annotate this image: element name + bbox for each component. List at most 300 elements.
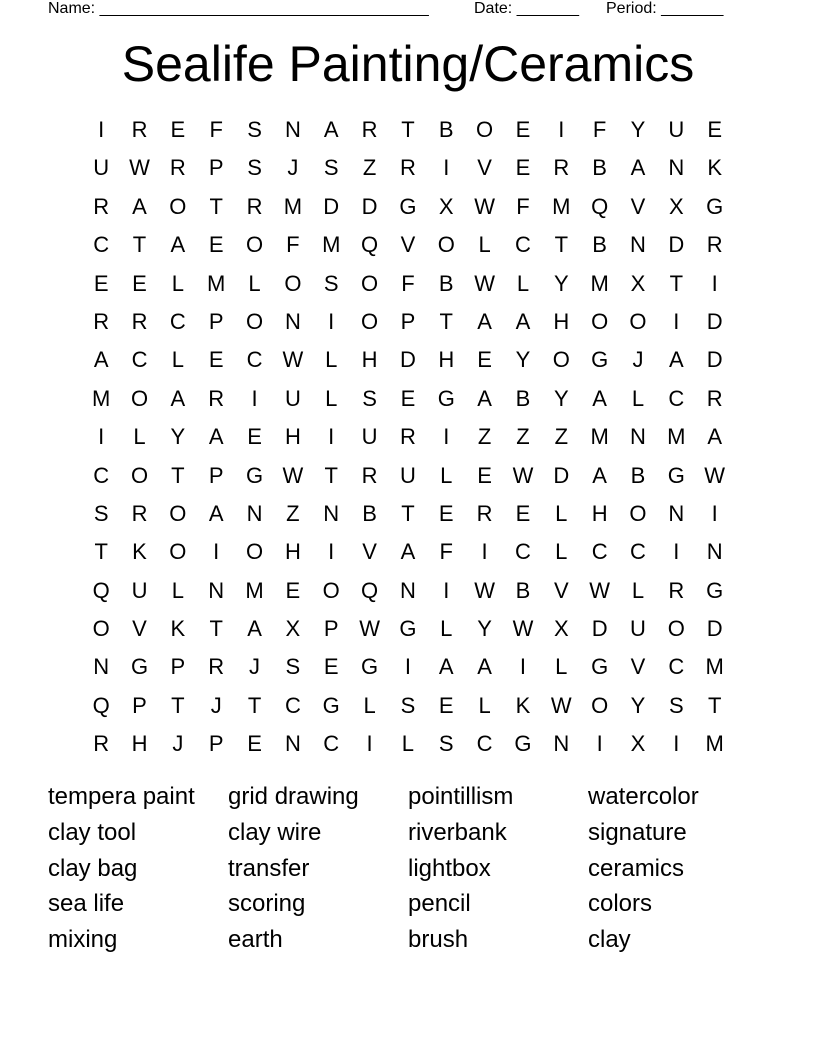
grid-letter[interactable]: M bbox=[667, 424, 686, 450]
name-field[interactable]: Name: _____________________________________ bbox=[48, 0, 429, 17]
grid-letter[interactable]: O bbox=[245, 232, 264, 258]
grid-letter[interactable]: V bbox=[477, 155, 492, 181]
grid-letter[interactable]: G bbox=[514, 731, 532, 757]
grid-letter[interactable]: C bbox=[284, 692, 301, 718]
grid-letter[interactable]: I bbox=[328, 308, 335, 334]
grid-letter[interactable]: V bbox=[553, 577, 569, 603]
grid-letter[interactable]: R bbox=[706, 232, 723, 258]
grid-letter[interactable]: R bbox=[706, 385, 723, 411]
grid-letter[interactable]: I bbox=[596, 731, 603, 757]
grid-letter[interactable]: N bbox=[553, 731, 570, 757]
grid-letter[interactable]: H bbox=[284, 424, 301, 450]
grid-letter[interactable]: B bbox=[515, 577, 531, 603]
grid-letter[interactable]: G bbox=[706, 193, 724, 219]
grid-letter[interactable]: P bbox=[170, 654, 186, 680]
grid-letter[interactable]: O bbox=[169, 193, 187, 219]
grid-letter[interactable]: O bbox=[552, 347, 570, 373]
grid-letter[interactable]: D bbox=[706, 347, 723, 373]
grid-letter[interactable]: X bbox=[553, 616, 569, 642]
grid-letter[interactable]: N bbox=[284, 308, 301, 334]
grid-letter[interactable]: B bbox=[515, 385, 531, 411]
grid-letter[interactable]: G bbox=[437, 385, 455, 411]
grid-letter[interactable]: R bbox=[361, 117, 378, 142]
grid-letter[interactable]: A bbox=[170, 232, 186, 258]
grid-letter[interactable]: Q bbox=[92, 692, 110, 718]
grid-letter[interactable]: B bbox=[630, 462, 646, 488]
grid-letter[interactable]: J bbox=[210, 692, 222, 718]
grid-letter[interactable]: W bbox=[129, 155, 150, 181]
grid-letter[interactable]: I bbox=[443, 155, 450, 181]
grid-letter[interactable]: T bbox=[401, 117, 415, 142]
grid-letter[interactable]: M bbox=[207, 270, 226, 296]
grid-letter[interactable]: R bbox=[131, 308, 148, 334]
grid-letter[interactable]: L bbox=[363, 692, 376, 718]
grid-letter[interactable]: J bbox=[287, 155, 299, 181]
grid-letter[interactable]: O bbox=[591, 692, 609, 718]
grid-letter[interactable]: I bbox=[328, 424, 335, 450]
grid-letter[interactable]: P bbox=[132, 692, 147, 718]
grid-letter[interactable]: I bbox=[558, 117, 565, 142]
grid-letter[interactable]: C bbox=[515, 539, 531, 565]
grid-letter[interactable]: Z bbox=[286, 500, 300, 526]
grid-letter[interactable]: J bbox=[249, 654, 261, 680]
grid-letter[interactable]: C bbox=[668, 385, 685, 411]
grid-letter[interactable]: T bbox=[669, 270, 684, 296]
grid-letter[interactable]: A bbox=[477, 654, 492, 680]
grid-letter[interactable]: G bbox=[361, 654, 379, 680]
grid-letter[interactable]: M bbox=[705, 731, 724, 757]
grid-letter[interactable]: G bbox=[399, 193, 417, 219]
grid-letter[interactable]: N bbox=[323, 500, 340, 526]
grid-letter[interactable]: L bbox=[555, 654, 568, 680]
grid-row bbox=[82, 648, 734, 686]
grid-letter[interactable]: L bbox=[133, 424, 146, 450]
grid-letter[interactable]: T bbox=[209, 193, 223, 219]
grid-letter[interactable]: Z bbox=[362, 155, 377, 181]
grid-letter[interactable]: E bbox=[323, 654, 339, 680]
grid-letter[interactable]: E bbox=[438, 500, 454, 526]
grid-letter[interactable]: M bbox=[92, 385, 111, 411]
grid-letter[interactable]: Y bbox=[553, 385, 569, 411]
word-column bbox=[408, 779, 588, 958]
grid-letter[interactable]: U bbox=[361, 424, 378, 450]
grid-letter[interactable]: S bbox=[247, 117, 262, 142]
grid-letter[interactable]: H bbox=[591, 500, 608, 526]
grid-letter[interactable]: O bbox=[476, 117, 494, 142]
grid-letter[interactable]: I bbox=[443, 424, 450, 450]
grid-letter[interactable]: C bbox=[131, 347, 148, 373]
grid-letter[interactable]: L bbox=[478, 232, 491, 258]
grid-letter[interactable]: T bbox=[324, 462, 338, 488]
grid-letter[interactable]: L bbox=[325, 347, 338, 373]
grid-letter[interactable]: P bbox=[323, 616, 339, 642]
grid-letter[interactable]: I bbox=[443, 577, 450, 603]
grid-letter[interactable]: L bbox=[248, 270, 261, 296]
grid-letter[interactable]: C bbox=[630, 539, 646, 565]
grid-letter[interactable]: Y bbox=[553, 270, 569, 296]
grid-letter[interactable]: K bbox=[515, 692, 531, 718]
grid-letter[interactable]: E bbox=[515, 155, 531, 181]
grid-letter[interactable]: S bbox=[247, 155, 262, 181]
grid-letter[interactable]: G bbox=[667, 462, 685, 488]
grid-letter[interactable]: A bbox=[323, 117, 339, 142]
grid-letter[interactable]: E bbox=[93, 270, 109, 296]
grid-letter[interactable]: L bbox=[440, 462, 453, 488]
grid-letter[interactable]: V bbox=[362, 539, 377, 565]
date-field[interactable]: Date: _______ bbox=[474, 0, 579, 17]
grid-letter[interactable]: C bbox=[169, 308, 186, 334]
grid-letter[interactable]: V bbox=[132, 616, 147, 642]
grid-letter[interactable]: E bbox=[208, 347, 224, 373]
grid-letter[interactable]: U bbox=[630, 616, 646, 642]
grid-letter[interactable]: B bbox=[592, 232, 607, 258]
grid-letter[interactable]: R bbox=[399, 424, 416, 450]
grid-letter[interactable]: R bbox=[131, 117, 148, 142]
grid-letter[interactable]: F bbox=[592, 117, 607, 142]
grid-letter[interactable]: D bbox=[361, 193, 378, 219]
grid-letter[interactable]: D bbox=[399, 347, 416, 373]
grid-letter[interactable]: E bbox=[477, 462, 492, 488]
grid-letter[interactable]: L bbox=[516, 270, 530, 296]
grid-letter[interactable]: O bbox=[169, 539, 187, 565]
grid-letter[interactable]: P bbox=[400, 308, 416, 334]
grid-letter[interactable]: E bbox=[285, 577, 301, 603]
grid-letter[interactable]: R bbox=[246, 193, 263, 219]
grid-letter[interactable]: S bbox=[362, 385, 377, 411]
grid-letter[interactable]: W bbox=[704, 462, 726, 488]
grid-letter[interactable]: E bbox=[438, 692, 454, 718]
grid-row bbox=[82, 226, 734, 264]
grid-letter[interactable]: L bbox=[440, 616, 453, 642]
grid-letter[interactable]: C bbox=[591, 539, 608, 565]
grid-letter[interactable]: W bbox=[474, 270, 495, 296]
grid-letter[interactable]: L bbox=[171, 347, 184, 373]
grid-letter[interactable]: T bbox=[401, 500, 415, 526]
grid-letter[interactable]: O bbox=[92, 616, 110, 642]
grid-letter[interactable]: O bbox=[245, 539, 264, 565]
grid-letter[interactable]: I bbox=[98, 117, 105, 142]
grid-letter[interactable]: F bbox=[401, 270, 415, 296]
grid-letter[interactable]: Y bbox=[477, 616, 492, 642]
grid-letter[interactable]: X bbox=[630, 731, 646, 757]
grid-letter[interactable]: F bbox=[286, 232, 300, 258]
grid-letter[interactable]: E bbox=[247, 424, 262, 450]
grid-letter[interactable]: D bbox=[591, 616, 608, 642]
grid-letter[interactable]: W bbox=[512, 616, 534, 642]
grid-letter[interactable]: R bbox=[93, 193, 110, 219]
grid-letter[interactable]: G bbox=[245, 462, 264, 488]
grid-letter[interactable]: M bbox=[590, 424, 609, 450]
grid-letter[interactable]: L bbox=[171, 270, 184, 296]
grid-letter[interactable]: R bbox=[668, 577, 685, 603]
grid-letter[interactable]: T bbox=[247, 692, 262, 718]
grid-letter[interactable]: Y bbox=[515, 347, 531, 373]
grid-letter[interactable]: S bbox=[323, 270, 339, 296]
grid-letter[interactable]: I bbox=[673, 539, 680, 565]
grid-letter[interactable]: A bbox=[592, 462, 607, 488]
grid-letter[interactable]: I bbox=[366, 731, 373, 757]
grid-letter[interactable]: G bbox=[322, 692, 340, 718]
grid-letter[interactable]: T bbox=[171, 462, 185, 488]
grid-letter[interactable]: A bbox=[170, 385, 186, 411]
grid-letter[interactable]: R bbox=[93, 308, 110, 334]
grid-letter[interactable]: I bbox=[251, 385, 258, 411]
grid-letter[interactable]: W bbox=[474, 577, 495, 603]
grid-letter[interactable]: N bbox=[284, 117, 301, 142]
grid-letter[interactable]: C bbox=[323, 731, 340, 757]
grid-letter[interactable]: W bbox=[512, 462, 534, 488]
grid-letter[interactable]: H bbox=[553, 308, 570, 334]
grid-letter[interactable]: A bbox=[400, 539, 416, 565]
grid-letter[interactable]: D bbox=[323, 193, 340, 219]
grid-letter[interactable]: Q bbox=[591, 193, 609, 219]
grid-letter[interactable]: H bbox=[438, 347, 455, 373]
grid-letter[interactable]: U bbox=[284, 385, 301, 411]
grid-letter[interactable]: O bbox=[361, 308, 379, 334]
grid-letter[interactable]: A bbox=[132, 193, 147, 219]
grid-letter[interactable]: O bbox=[437, 232, 455, 258]
grid-letter[interactable]: A bbox=[438, 654, 454, 680]
grid-letter[interactable]: T bbox=[554, 232, 569, 258]
grid-letter[interactable]: U bbox=[399, 462, 416, 488]
grid-letter[interactable]: E bbox=[400, 385, 416, 411]
grid-letter[interactable]: G bbox=[591, 347, 609, 373]
grid-letter[interactable]: E bbox=[208, 232, 224, 258]
grid-letter[interactable]: Z bbox=[516, 424, 530, 450]
grid-letter[interactable]: U bbox=[93, 155, 110, 181]
grid-letter[interactable]: S bbox=[285, 654, 301, 680]
grid-letter[interactable]: I bbox=[519, 654, 527, 680]
grid-letter[interactable]: E bbox=[132, 270, 147, 296]
grid-letter[interactable]: A bbox=[707, 424, 723, 450]
grid-letter[interactable]: O bbox=[169, 500, 187, 526]
grid-letter[interactable]: A bbox=[93, 347, 109, 373]
grid-letter[interactable]: R bbox=[169, 155, 186, 181]
grid-letter[interactable]: N bbox=[668, 155, 685, 181]
word-list-item: sea life bbox=[48, 890, 125, 918]
grid-letter[interactable]: O bbox=[667, 616, 685, 642]
grid-letter[interactable]: C bbox=[93, 462, 110, 488]
grid-letter[interactable]: H bbox=[284, 539, 301, 565]
grid-letter[interactable]: P bbox=[208, 731, 224, 757]
grid-letter[interactable]: U bbox=[131, 577, 148, 603]
grid-letter[interactable]: I bbox=[673, 308, 680, 334]
grid-letter[interactable]: H bbox=[131, 731, 148, 757]
grid-letter[interactable]: E bbox=[477, 347, 492, 373]
grid-letter[interactable]: R bbox=[553, 155, 570, 181]
grid-letter[interactable]: J bbox=[172, 731, 184, 757]
grid-letter[interactable]: F bbox=[439, 539, 453, 565]
grid-letter[interactable]: Q bbox=[361, 232, 379, 258]
word-list-item: tempera paint bbox=[48, 783, 195, 810]
grid-letter[interactable]: G bbox=[591, 654, 609, 680]
grid-letter[interactable]: C bbox=[246, 347, 263, 373]
grid-letter[interactable]: P bbox=[208, 462, 224, 488]
grid-letter[interactable]: A bbox=[515, 308, 531, 334]
grid-letter[interactable]: L bbox=[631, 577, 645, 603]
grid-letter[interactable]: L bbox=[555, 500, 568, 526]
grid-letter[interactable]: A bbox=[592, 385, 607, 411]
grid-letter[interactable]: C bbox=[668, 654, 685, 680]
grid-letter[interactable]: V bbox=[630, 193, 646, 219]
grid-letter[interactable]: V bbox=[400, 232, 416, 258]
grid-letter[interactable]: B bbox=[362, 500, 377, 526]
grid-letter[interactable]: T bbox=[171, 692, 185, 718]
grid-letter[interactable]: B bbox=[438, 270, 454, 296]
grid-letter[interactable]: T bbox=[439, 308, 453, 334]
grid-letter[interactable]: I bbox=[711, 500, 718, 526]
grid-letter[interactable]: S bbox=[93, 500, 109, 526]
grid-letter[interactable]: C bbox=[515, 232, 531, 258]
grid-letter[interactable]: Y bbox=[630, 117, 646, 142]
grid-letter[interactable]: M bbox=[705, 654, 724, 680]
grid-letter[interactable]: E bbox=[170, 117, 186, 142]
grid-letter[interactable]: L bbox=[478, 692, 491, 718]
grid-letter[interactable]: A bbox=[208, 424, 224, 450]
grid-letter[interactable]: M bbox=[590, 270, 609, 296]
grid-letter[interactable]: A bbox=[630, 155, 646, 181]
grid-letter[interactable]: G bbox=[706, 577, 724, 603]
grid-letter[interactable]: I bbox=[98, 424, 105, 450]
grid-letter[interactable]: W bbox=[359, 616, 380, 642]
grid-letter[interactable]: T bbox=[209, 616, 223, 642]
grid-letter[interactable]: D bbox=[706, 308, 723, 334]
grid-letter[interactable]: O bbox=[130, 385, 149, 411]
grid-letter[interactable]: W bbox=[589, 577, 611, 603]
grid-letter[interactable]: K bbox=[132, 539, 147, 565]
page-title: Sealife Painting/Ceramics bbox=[121, 36, 695, 92]
grid-letter[interactable]: G bbox=[130, 654, 149, 680]
grid-letter[interactable]: L bbox=[171, 577, 184, 603]
grid-letter[interactable]: O bbox=[284, 270, 302, 296]
grid-letter[interactable]: I bbox=[673, 731, 680, 757]
grid-letter[interactable]: R bbox=[399, 155, 416, 181]
grid-letter[interactable]: W bbox=[550, 692, 572, 718]
grid-letter[interactable]: N bbox=[706, 539, 723, 565]
grid-letter[interactable]: X bbox=[438, 193, 454, 219]
grid-letter[interactable]: O bbox=[130, 462, 149, 488]
grid-letter[interactable]: E bbox=[515, 500, 531, 526]
grid-letter[interactable]: M bbox=[245, 577, 264, 603]
grid-letter[interactable]: O bbox=[322, 577, 340, 603]
grid-letter[interactable]: E bbox=[247, 731, 262, 757]
grid-letter[interactable]: A bbox=[668, 347, 684, 373]
grid-letter[interactable]: L bbox=[555, 539, 568, 565]
grid-letter[interactable]: O bbox=[245, 308, 264, 334]
grid-letter[interactable]: M bbox=[283, 193, 303, 219]
grid-letter[interactable]: R bbox=[131, 500, 148, 526]
grid-letter[interactable]: Q bbox=[92, 577, 110, 603]
grid-letter[interactable]: N bbox=[246, 500, 263, 526]
grid-letter[interactable]: A bbox=[208, 500, 224, 526]
grid-letter[interactable]: D bbox=[553, 462, 570, 488]
grid-letter[interactable]: V bbox=[630, 654, 646, 680]
grid-letter[interactable]: L bbox=[631, 385, 645, 411]
grid-letter[interactable]: H bbox=[361, 347, 378, 373]
grid-letter[interactable]: T bbox=[132, 232, 147, 258]
grid-letter[interactable]: A bbox=[477, 385, 492, 411]
grid-letter[interactable]: N bbox=[284, 731, 301, 757]
grid-letter[interactable]: U bbox=[668, 117, 685, 142]
grid-letter[interactable]: X bbox=[285, 616, 301, 642]
grid-letter[interactable]: O bbox=[629, 500, 647, 526]
grid-letter[interactable]: E bbox=[515, 117, 531, 142]
grid-letter[interactable]: M bbox=[322, 232, 341, 258]
grid-letter[interactable]: R bbox=[93, 731, 110, 757]
grid-letter[interactable]: L bbox=[325, 385, 338, 411]
grid-letter[interactable]: I bbox=[481, 539, 488, 565]
grid-letter[interactable]: N bbox=[630, 424, 646, 450]
grid-letter[interactable]: X bbox=[668, 193, 684, 219]
grid-letter[interactable]: O bbox=[591, 308, 609, 334]
grid-letter[interactable]: K bbox=[707, 155, 723, 181]
grid-letter[interactable]: G bbox=[399, 616, 417, 642]
grid-letter[interactable]: I bbox=[213, 539, 220, 565]
grid-letter[interactable]: W bbox=[282, 347, 304, 373]
grid-letter[interactable]: Y bbox=[170, 424, 186, 450]
grid-letter[interactable]: I bbox=[328, 539, 335, 565]
grid-letter[interactable]: X bbox=[630, 270, 646, 296]
grid-letter[interactable]: K bbox=[170, 616, 186, 642]
grid-letter[interactable]: N bbox=[208, 577, 225, 603]
grid-letter[interactable]: S bbox=[438, 731, 454, 757]
grid-letter[interactable]: L bbox=[401, 731, 415, 757]
grid-letter[interactable]: O bbox=[361, 270, 379, 296]
grid-letter[interactable]: J bbox=[632, 347, 644, 373]
grid-letter[interactable]: N bbox=[93, 654, 110, 680]
grid-letter[interactable]: R bbox=[476, 500, 493, 526]
grid-letter[interactable]: A bbox=[477, 308, 492, 334]
grid-letter[interactable]: D bbox=[706, 616, 723, 642]
grid-letter[interactable]: C bbox=[476, 731, 493, 757]
grid-letter[interactable]: S bbox=[323, 155, 339, 181]
grid-letter[interactable]: Q bbox=[361, 577, 379, 603]
grid-letter[interactable]: P bbox=[208, 155, 224, 181]
grid-letter[interactable]: B bbox=[438, 117, 454, 142]
grid-letter[interactable]: R bbox=[208, 385, 225, 411]
grid-letter[interactable]: D bbox=[668, 232, 685, 258]
grid-letter[interactable]: N bbox=[668, 500, 685, 526]
grid-letter[interactable]: N bbox=[630, 232, 646, 258]
grid-letter[interactable]: S bbox=[400, 692, 416, 718]
grid-letter[interactable]: N bbox=[399, 577, 416, 603]
grid-letter[interactable]: F bbox=[516, 193, 530, 219]
grid-letter[interactable]: P bbox=[208, 308, 224, 334]
grid-letter[interactable]: M bbox=[552, 193, 571, 219]
grid-letter[interactable]: R bbox=[361, 462, 378, 488]
grid-letter[interactable]: T bbox=[707, 692, 722, 718]
grid-row bbox=[82, 457, 734, 495]
grid-letter[interactable]: I bbox=[711, 270, 718, 296]
grid-letter[interactable]: W bbox=[282, 462, 304, 488]
grid-letter[interactable]: T bbox=[94, 539, 108, 565]
grid-letter[interactable]: O bbox=[629, 308, 647, 334]
grid-row bbox=[82, 418, 734, 456]
grid-letter[interactable]: C bbox=[93, 232, 110, 258]
grid-letter[interactable]: S bbox=[668, 692, 684, 718]
grid-letter[interactable]: B bbox=[592, 155, 607, 181]
grid-letter[interactable]: A bbox=[247, 616, 262, 642]
grid-letter[interactable]: Z bbox=[477, 424, 492, 450]
grid-letter[interactable]: I bbox=[404, 654, 411, 680]
grid-letter[interactable]: F bbox=[209, 117, 223, 142]
grid-letter[interactable]: W bbox=[474, 193, 495, 219]
grid-letter[interactable]: E bbox=[707, 117, 723, 142]
grid-letter[interactable]: Z bbox=[554, 424, 569, 450]
grid-letter[interactable]: Y bbox=[630, 692, 646, 718]
period-field[interactable]: Period: _______ bbox=[606, 0, 724, 17]
grid-letter[interactable]: R bbox=[208, 654, 225, 680]
